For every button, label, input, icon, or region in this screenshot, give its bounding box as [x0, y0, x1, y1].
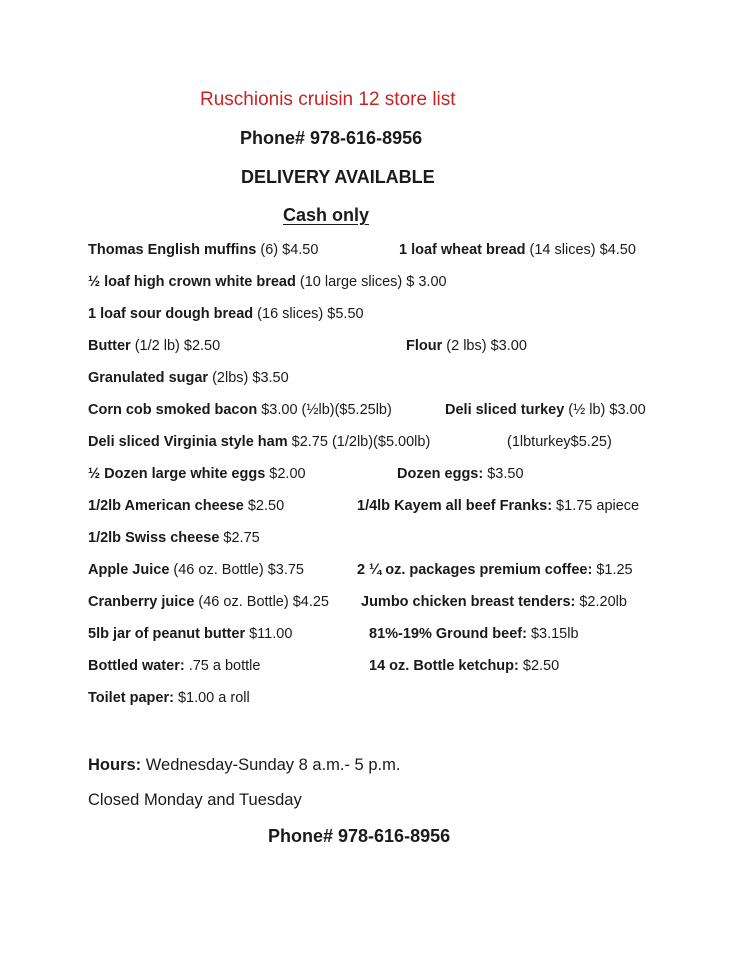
list-item-toilet-paper: [88, 690, 250, 706]
item-detail: (16 slices) $5.50: [253, 306, 364, 322]
item-name: Deli sliced turkey: [445, 402, 565, 418]
item-name: 2 ¼ oz. packages premium coffee:: [357, 562, 593, 578]
item-detail: (46 oz. Bottle) $4.25: [194, 594, 329, 610]
list-item-chicken-tenders: [361, 594, 627, 610]
list-item-bacon: [88, 402, 392, 418]
item-detail: $2.75: [219, 530, 260, 546]
list-item-american-cheese: [88, 498, 284, 514]
item-detail: $2.50: [243, 498, 285, 514]
item-detail: $3.15lb: [526, 626, 579, 642]
item-detail: .75 a bottle: [184, 658, 261, 674]
list-item-franks: [357, 498, 639, 514]
list-item-bottled-water: [88, 658, 260, 674]
item-detail: (2lbs) $3.50: [208, 370, 289, 386]
item-detail: $1.00 a roll: [173, 690, 250, 706]
list-item-white-bread: [88, 274, 447, 290]
item-name: 5lb jar of peanut butter: [88, 626, 246, 642]
item-detail: $2.00: [265, 466, 306, 482]
item-detail: (1/2 lb) $2.50: [130, 338, 221, 354]
list-item-flour: [406, 338, 527, 354]
item-name: Jumbo chicken breast tenders:: [361, 594, 576, 610]
item-detail: $11.00: [245, 626, 293, 642]
item-name: Dozen eggs:: [397, 466, 484, 482]
list-item-coffee: [357, 562, 633, 578]
item-name: Cranberry juice: [88, 594, 195, 610]
list-item-dozen-eggs: [397, 466, 524, 482]
list-item-butter: [88, 338, 220, 354]
item-name: Thomas English muffins: [88, 242, 257, 258]
item-name: 1 loaf wheat bread: [399, 242, 526, 258]
item-detail: (½ lb) $3.00: [564, 402, 646, 418]
item-detail: $2.50: [518, 658, 560, 674]
list-item-sour-dough-bread: [88, 306, 364, 322]
phone-number-bottom: Phone# 978-616-8956: [268, 826, 451, 846]
item-detail: (2 lbs) $3.00: [442, 338, 527, 354]
hours-label: Hours:: [88, 756, 142, 774]
item-detail: (46 oz. Bottle) $3.75: [169, 562, 304, 578]
delivery-notice: DELIVERY AVAILABLE: [241, 167, 435, 187]
item-detail: (14 slices) $4.50: [525, 242, 636, 258]
item-name: Flour: [406, 338, 443, 354]
list-item-ketchup: [369, 658, 559, 674]
item-name: 14 oz. Bottle ketchup:: [369, 658, 519, 674]
store-hours: [88, 756, 400, 775]
item-detail: $2.20lb: [575, 594, 627, 610]
list-item-ground-beef: [369, 626, 579, 642]
item-name: ½ loaf high crown white bread: [88, 274, 296, 290]
item-name: Deli sliced Virginia style ham: [88, 434, 288, 450]
list-item-peanut-butter: [88, 626, 292, 642]
item-name: 1/2lb Swiss cheese: [88, 530, 220, 546]
item-name: 81%-19% Ground beef:: [369, 626, 527, 642]
list-item-sugar: [88, 370, 289, 386]
item-detail: $3.00 (½lb)($5.25lb): [257, 402, 392, 418]
item-name: 1 loaf sour dough bread: [88, 306, 254, 322]
item-detail: (10 large slices) $ 3.00: [295, 274, 447, 290]
item-name: Bottled water:: [88, 658, 185, 674]
list-item-turkey-pound: [507, 434, 612, 450]
item-name: Corn cob smoked bacon: [88, 402, 258, 418]
list-item-english-muffins: [88, 242, 318, 258]
item-name: 1/2lb American cheese: [88, 498, 244, 514]
item-name: 1/4lb Kayem all beef Franks:: [357, 498, 553, 514]
item-name: Apple Juice: [88, 562, 170, 578]
list-item-cranberry-juice: [88, 594, 329, 610]
hours-value: Wednesday-Sunday 8 a.m.- 5 p.m.: [141, 756, 401, 774]
item-detail: $3.50: [483, 466, 524, 482]
item-name: Toilet paper:: [88, 690, 174, 706]
payment-notice: Cash only: [283, 205, 370, 225]
item-detail: $1.25: [592, 562, 633, 578]
list-item-wheat-bread: [399, 242, 636, 258]
item-detail: (6) $4.50: [256, 242, 319, 258]
closed-days: Closed Monday and Tuesday: [88, 791, 302, 809]
item-name: ½ Dozen large white eggs: [88, 466, 266, 482]
page-title: Ruschionis cruisin 12 store list: [200, 89, 456, 110]
list-item-turkey: [445, 402, 646, 418]
item-detail: $2.75 (1/2lb)($5.00lb): [287, 434, 431, 450]
item-detail: (1lbturkey$5.25): [507, 434, 612, 450]
list-item-swiss-cheese: [88, 530, 260, 546]
list-item-half-dozen-eggs: [88, 466, 306, 482]
list-item-apple-juice: [88, 562, 304, 578]
list-item-ham: [88, 434, 430, 450]
item-name: Granulated sugar: [88, 370, 209, 386]
item-detail: $1.75 apiece: [552, 498, 640, 514]
phone-number-top: Phone# 978-616-8956: [240, 128, 423, 148]
item-name: Butter: [88, 338, 131, 354]
